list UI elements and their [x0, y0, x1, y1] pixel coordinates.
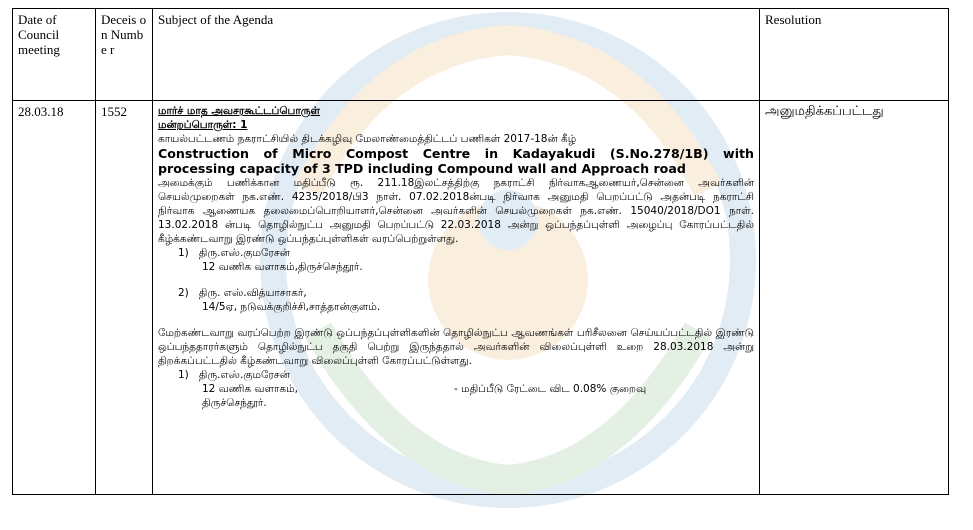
final-bidder-name: திரு.எஸ்.குமரேசன் [198, 369, 290, 381]
agenda-table [12, 8, 949, 495]
final-bidder-rate: - மதிப்பீடு ரேட்டை விட 0.08% குறைவு [454, 383, 647, 395]
bidder-1-name: திரு.எஸ்.குமரேசன் [198, 247, 290, 259]
header-resolution: Resolution [760, 9, 949, 101]
final-bidder [178, 368, 754, 382]
paragraph-approval: அமைக்கும் பணிக்கான மதிப்பீடு ரூ. 211.18இலட்சத்திற்கு நகராட்சி நிர்வாகஆணையர்,சென்னை அவர்களின் செயல்முறைகள் நக.எண். 4235/2018/பி3 நாள். 07.02.2018ன்படி நிர்வாக அனுமதி பெறப்பட்டு அதன்படி நகராட்சி நிர்வாக ஆணையக தலைமைப்பொறியாளர்,சென்னை அவர்களின் செயல்முறைகள் நக.எண். 15040/2018/DO1 நாள். 13.02.2018 ன்படி தொழில்நுட்ப அனுமதி பெறப்பட்டு 22.03.2018 அன்று ஒப்பந்தப்புள்ளி அழைப்பு கோரப்பட்டதில் கீழ்க்கண்டவாறு இரண்டு ஒப்பந்தப்புள்ளிகள் வரப்பெற்றுள்ளது. [158, 177, 754, 245]
bidder-2-number: 2) [178, 287, 189, 299]
bidder-1 [178, 246, 754, 260]
final-bidder-number: 1) [178, 369, 189, 381]
resolution-status: அனுமதிக்கப்பட்டது [760, 101, 949, 495]
header-date: Date of Council meeting [13, 9, 96, 101]
table-header-row [13, 9, 949, 101]
bidder-2 [178, 286, 754, 300]
bidder-2-name: திரு. எஸ்.வித்யாசாகர், [198, 287, 307, 299]
meeting-date: 28.03.18 [13, 101, 96, 495]
bidder-2-address: 14/5ஏ, நடுவக்குறிச்சி,சாத்தான்குளம். [202, 301, 381, 313]
final-bidder-address: 12 வணிக வளாகம், [202, 383, 298, 395]
table-row [13, 101, 949, 495]
paragraph-intro: காயல்பட்டணம் நகராட்சியில் திடக்கழிவு மேலாண்மைத்திட்டப் பணிகள் 2017-18ன் கீழ் [158, 133, 577, 145]
decision-number: 1552 [96, 101, 153, 495]
agenda-item-number: மன்றப்பொருள்: 1 [158, 119, 248, 131]
bidder-1-address: 12 வணிக வளாகம்,திருச்செந்தூர். [202, 261, 363, 273]
project-title: Construction of Micro Compost Centre in Kadayakudi (S.No.278/1B) with processing capacity of 3 TPD including Compound wall and Approach road [158, 146, 754, 176]
paragraph-evaluation: மேற்கண்டவாறு வரப்பெற்ற இரண்டு ஒப்பந்தப்புள்ளிகளின் தொழில்நுட்ப ஆவணங்கள் பரிசீலனை செய்யப்பட்டதில் இரண்டு ஒப்பந்ததாரர்களும் தொழில்நுட்ப தகுதி பெற்று இருந்ததால் அவர்களின் விலைப்புள்ளி உறை 28.03.2018 அன்று திறக்கப்பட்டதில் கீழ்கண்டவாறு விலைப்புள்ளி கோரப்பட்டுள்ளது. [158, 327, 754, 367]
final-bidder-town: திருச்செந்தூர். [202, 397, 267, 409]
header-subject: Subject of the Agenda [153, 9, 760, 101]
bidder-1-number: 1) [178, 247, 189, 259]
agenda-subject [153, 101, 760, 495]
header-decision-number: Deceis on Numbe r [96, 9, 153, 101]
agenda-heading: மார்ச் மாத அவசரகூட்டப்பொருள் [158, 105, 321, 117]
